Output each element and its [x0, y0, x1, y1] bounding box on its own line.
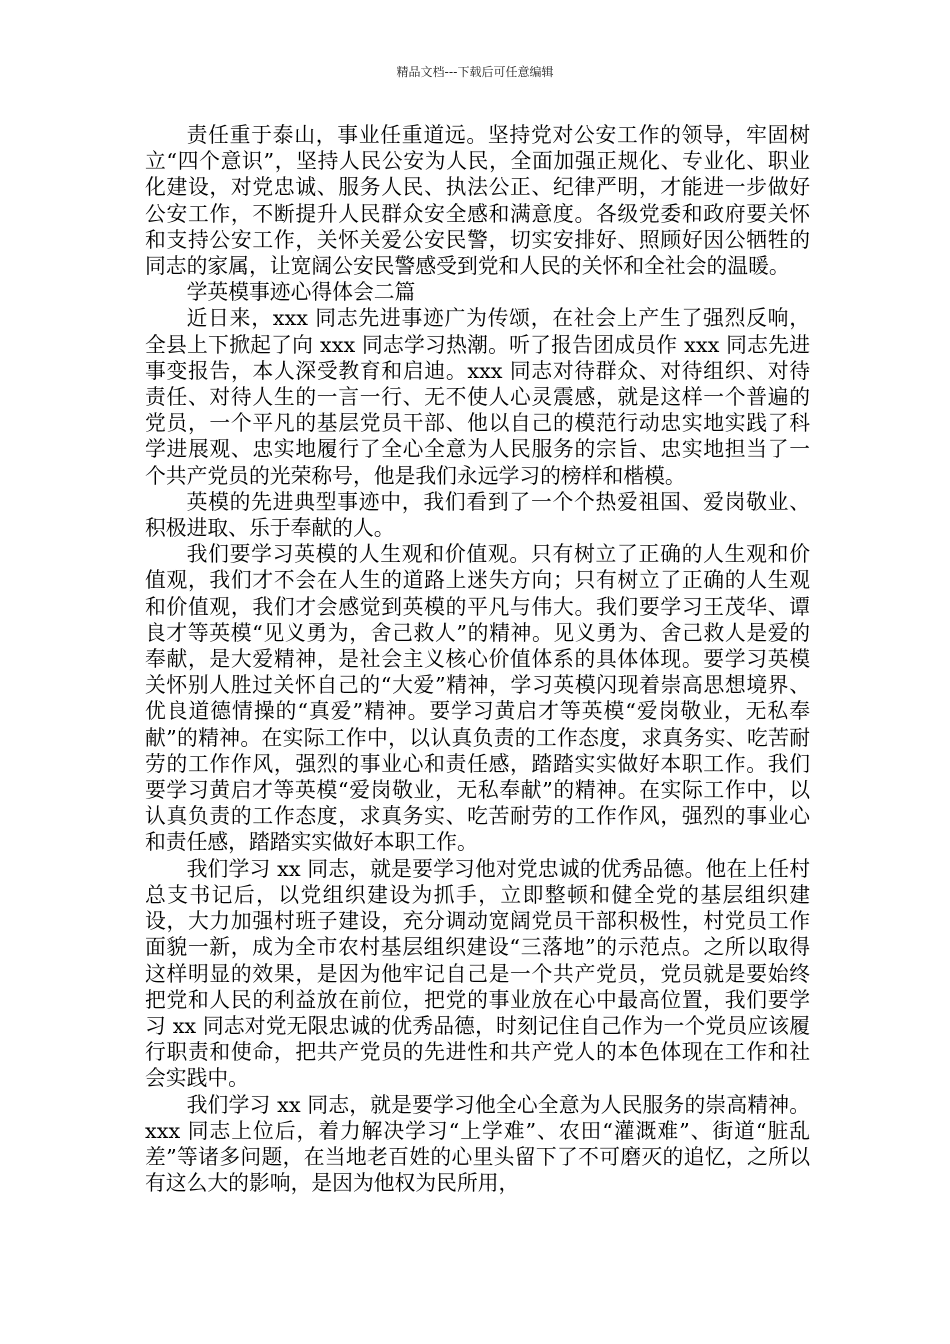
paragraph: 英模的先进典型事迹中，我们看到了一个个热爱祖国、爱岗敬业、积极进取、乐于奉献的人。 — [145, 489, 810, 541]
paragraph: 我们要学习英模的人生观和价值观。只有树立了正确的人生观和价值观，我们才不会在人生的道路上迷失方向；只有树立了正确的人生观和价值观，我们才会感觉到英模的平凡与伟大。我们要学习王茂华、谭良才等英模“见义勇为，舍己救人”的精神。见义勇为、舍己救人是爱的奉献，是大爱精神，是社会主义核心价值体系的具体体现。要学习英模关怀别人胜过关怀自己的“大爱”精神，学习英模闪现着崇高思想境界、优良道德情操的“真爱”精神。要学习黄启才等英模“爱岗敬业，无私奉献”的精神。在实际工作中，以认真负责的工作态度，求真务实、吃苦耐劳的工作作风，强烈的事业心和责任感，踏踏实实做好本职工作。我们要学习黄启才等英模“爱岗敬业，无私奉献”的精神。在实际工作中，以认真负责的工作态度，求真务实、吃苦耐劳的工作作风，强烈的事业心和责任感，踏踏实实做好本职工作。 — [145, 542, 810, 855]
paragraph: 我们学习 xx 同志，就是要学习他对党忠诚的优秀品德。他在上任村总支书记后，以党组织建设为抓手，立即整顿和健全党的基层组织建设，大力加强村班子建设，充分调动宽阔党员干部积极性，村党员工作面貌一新，成为全市农村基层组织建设“三落地”的示范点。之所以取得这样明显的效果，是因为他牢记自己是一个共产党员，党员就是要始终把党和人民的利益放在前位，把党的事业放在心中最高位置，我们要学习 xx 同志对党无限忠诚的优秀品德，时刻记住自己作为一个党员应该履行职责和使命，把共产党员的先进性和共产党人的本色体现在工作和社会实践中。 — [145, 856, 810, 1091]
paragraph: 责任重于泰山，事业任重道远。坚持党对公安工作的领导，牢固树立“四个意识”，坚持人民公安为人民，全面加强正规化、专业化、职业化建设，对党忠诚、服务人民、执法公正、纪律严明，才能进一步做好公安工作，不断提升人民群众安全感和满意度。各级党委和政府要关怀和支持公安工作，关怀关爱公安民警，切实安排好、照顾好因公牺牲的同志的家属，让宽阔公安民警感受到党和人民的关怀和全社会的温暖。 — [145, 123, 810, 279]
paragraph: 近日来，xxx 同志先进事迹广为传颂，在社会上产生了强烈反响，全县上下掀起了向 xxx 同志学习热潮。听了报告团成员作 xxx 同志先进事变报告，本人深受教育和启迪。xxx 同志对待群众、对待组织、对待责任、对待人生的一言一行、无不使人心灵震感，就是这样一个普遍的党员，一个平凡的基层党员干部、他以自己的模范行动忠实地实践了科学进展观、忠实地履行了全心全意为人民服务的宗旨、忠实地担当了一个共产党员的光荣称号，他是我们永远学习的榜样和楷模。 — [145, 306, 810, 488]
document-body — [145, 122, 810, 1196]
page-header: 精品文档---下载后可任意编辑 — [396, 65, 554, 79]
section-heading: 学英模事迹心得体会二篇 — [186, 280, 416, 305]
paragraph: 我们学习 xx 同志，就是要学习他全心全意为人民服务的崇高精神。xxx 同志上位后，着力解决学习“上学难”、农田“灌溉难”、街道“脏乱差”等诸多问题，在当地老百姓的心里头留下了不可磨灭的追忆，之所以有这么大的影响，是因为他权为民所用， — [145, 1092, 810, 1196]
